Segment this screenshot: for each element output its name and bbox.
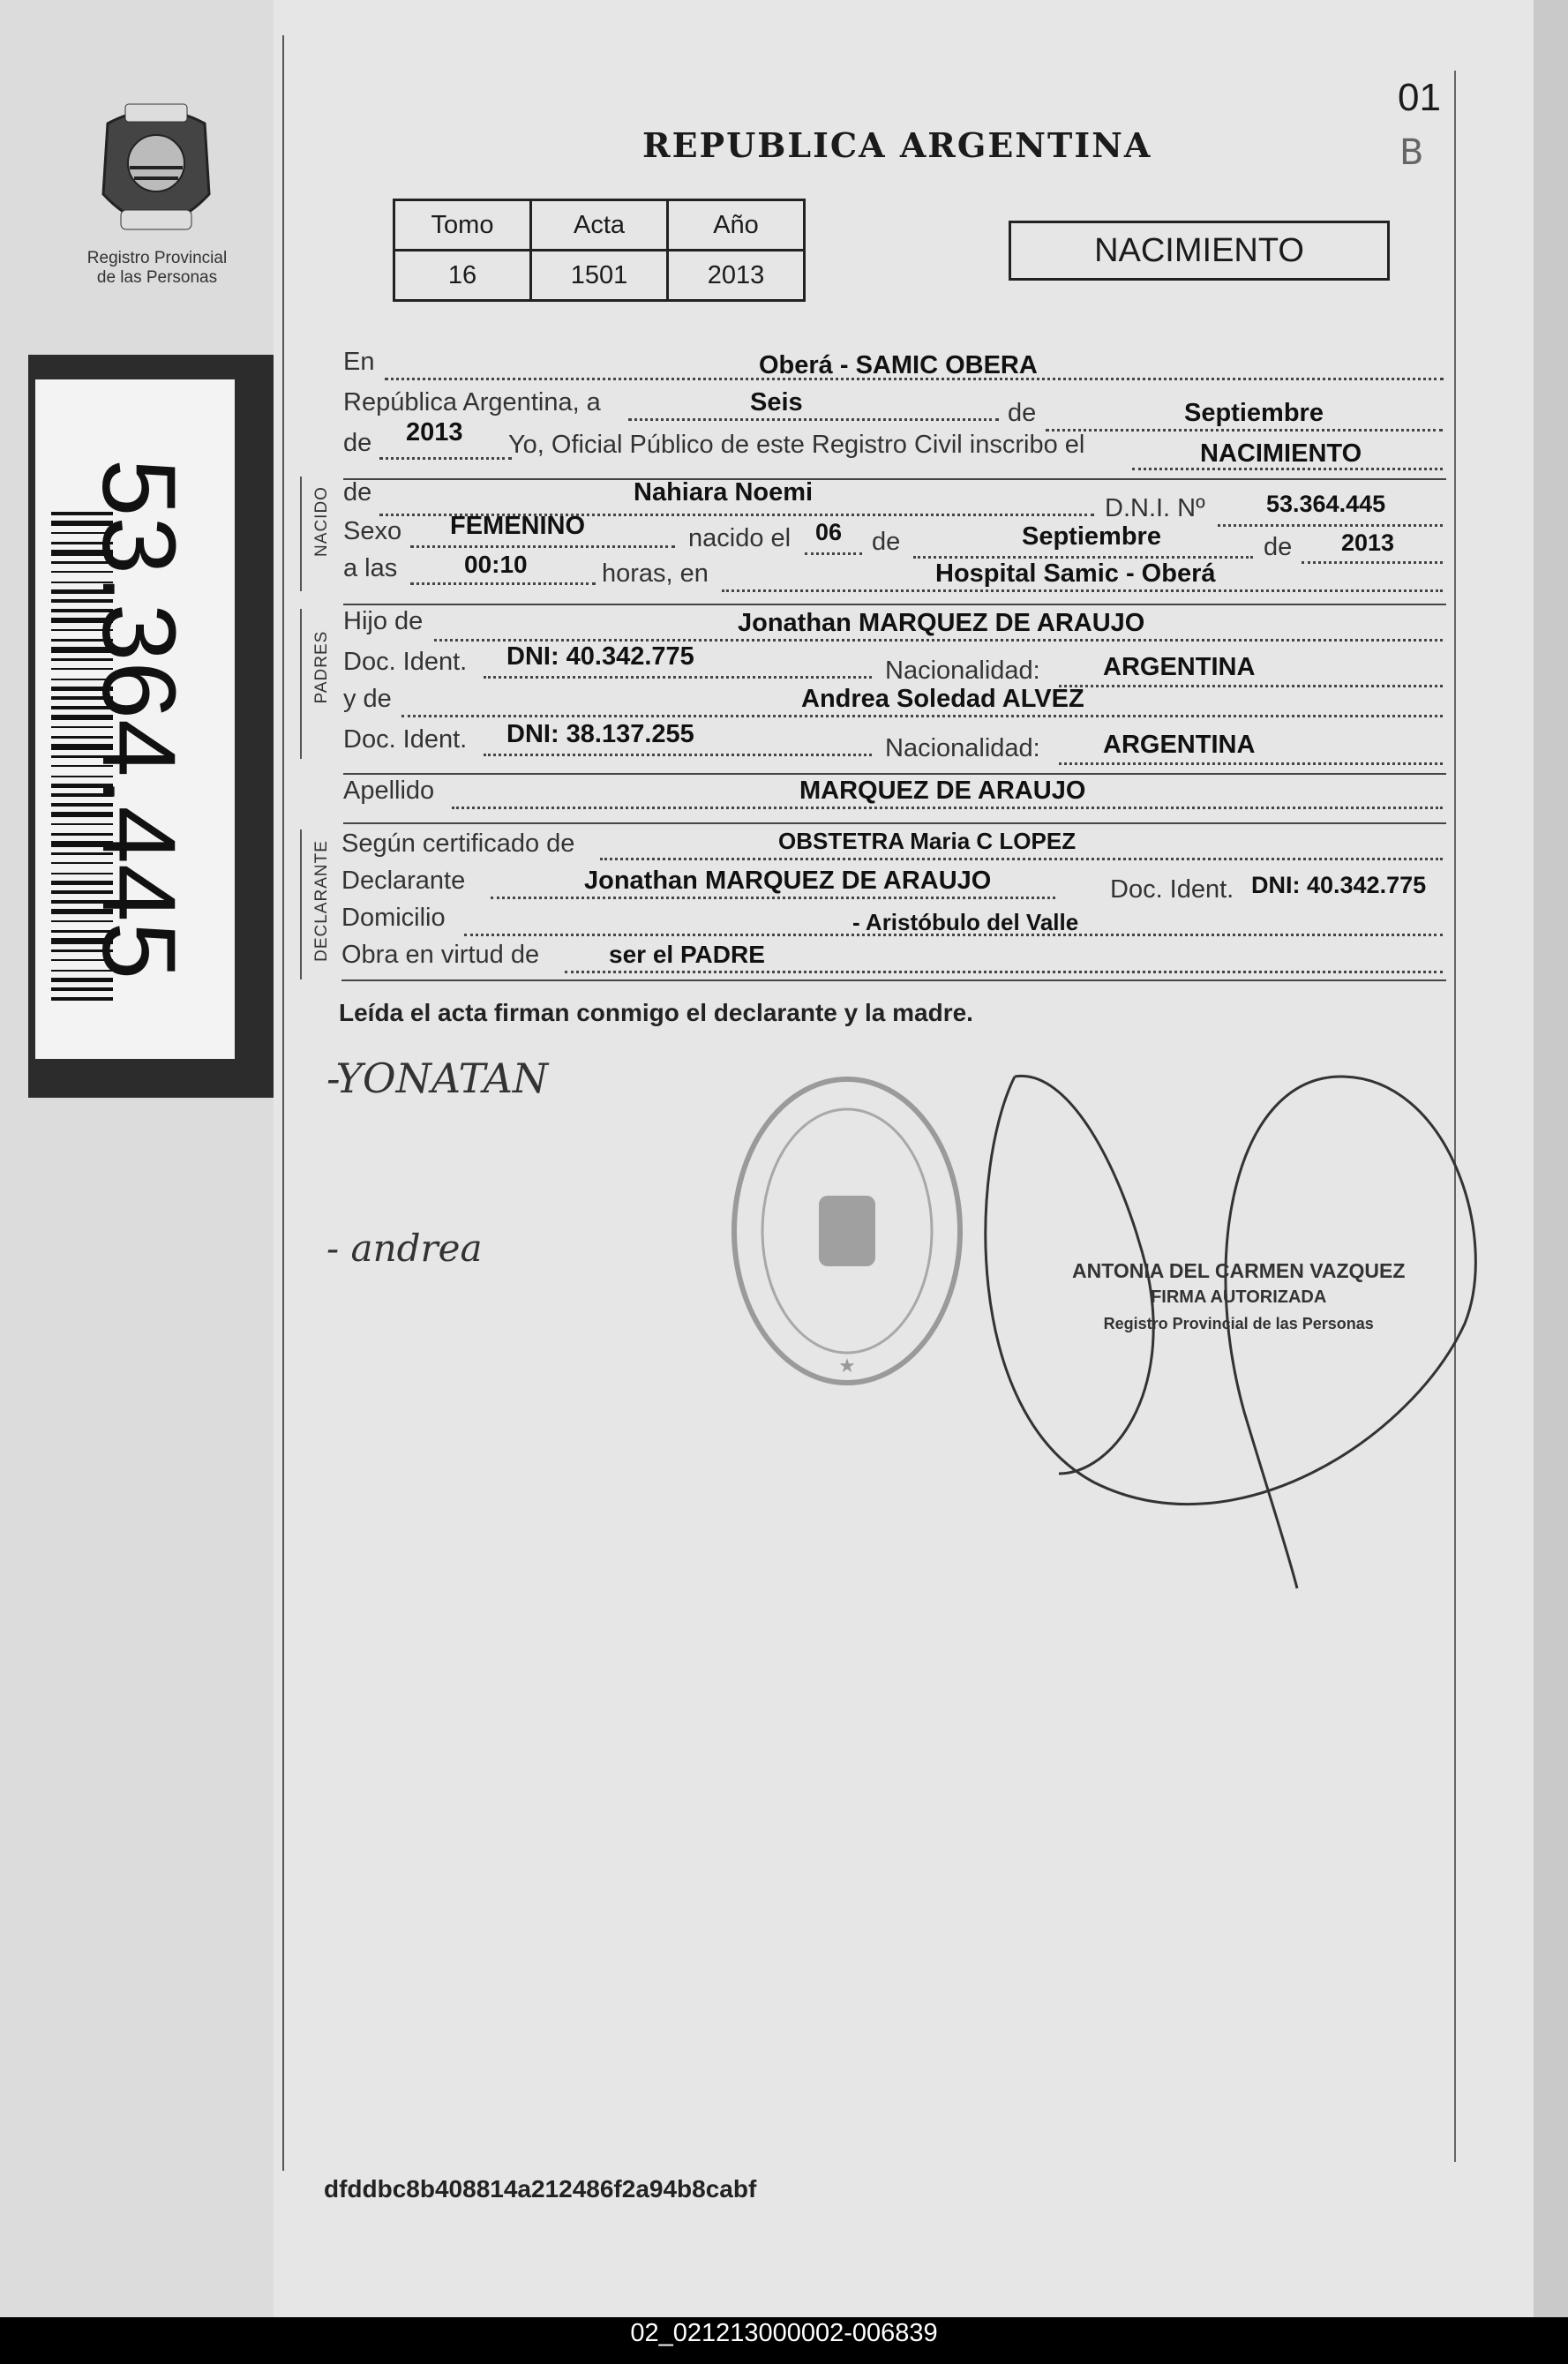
father-doc-label: Doc. Ident. bbox=[343, 648, 468, 676]
birth-place-value: Hospital Samic - Oberá bbox=[935, 559, 1216, 588]
reference-value-ano: 2013 bbox=[668, 251, 805, 301]
inscribe-text: Yo, Oficial Público de este Registro Civil inscribo el bbox=[508, 431, 1085, 459]
child-dni-value: 53.364.445 bbox=[1266, 491, 1386, 517]
father-doc-value: DNI: 40.342.775 bbox=[506, 642, 694, 671]
birth-month-value: Septiembre bbox=[1022, 522, 1161, 551]
birth-de-label-2: de bbox=[1264, 533, 1293, 561]
birth-place-line bbox=[722, 589, 1443, 592]
registry-name-line1: Registro Provincial bbox=[86, 249, 228, 267]
mother-doc-value: DNI: 38.137.255 bbox=[506, 720, 694, 748]
father-doc-line bbox=[484, 676, 872, 679]
surname-value: MARQUEZ DE ARAUJO bbox=[799, 777, 1086, 805]
declarant-signature: -YONATAN bbox=[326, 1054, 549, 1102]
mother-signature: - andrea bbox=[326, 1227, 483, 1270]
domicile-value: - Aristóbulo del Valle bbox=[852, 909, 1079, 935]
day-line bbox=[628, 418, 999, 421]
reference-table bbox=[393, 199, 806, 302]
section-bracket-padres bbox=[300, 609, 302, 759]
child-label: de bbox=[343, 478, 372, 507]
declarant-name-line bbox=[491, 897, 1055, 899]
divider bbox=[341, 979, 1446, 981]
divider bbox=[343, 773, 1446, 775]
birth-day-line bbox=[805, 552, 862, 555]
mother-doc-label: Doc. Ident. bbox=[343, 725, 468, 754]
year-value: 2013 bbox=[406, 418, 463, 447]
divider bbox=[343, 822, 1446, 824]
surname-label: Apellido bbox=[343, 777, 435, 805]
page-edge-shadow bbox=[1534, 0, 1568, 2317]
year-line bbox=[379, 457, 512, 460]
child-dni-line bbox=[1218, 524, 1443, 527]
reference-header-ano: Año bbox=[668, 200, 805, 251]
acts-as-line bbox=[565, 971, 1443, 973]
father-name-line bbox=[434, 639, 1443, 642]
republic-label: República Argentina, a bbox=[343, 388, 601, 417]
birth-de-label-1: de bbox=[872, 528, 901, 556]
month-line bbox=[1046, 429, 1443, 432]
place-value: Oberá - SAMIC OBERA bbox=[759, 351, 1038, 379]
sex-value: FEMENINO bbox=[450, 512, 586, 540]
official-name: ANTONIA DEL CARMEN VAZQUEZ bbox=[1072, 1259, 1406, 1282]
declarant-doc-value: DNI: 40.342.775 bbox=[1251, 872, 1427, 898]
mother-name-value: Andrea Soledad ALVEZ bbox=[801, 685, 1084, 713]
reference-header-acta: Acta bbox=[531, 200, 668, 251]
page-letter: B bbox=[1399, 132, 1424, 173]
certificate-label: Según certificado de bbox=[341, 829, 575, 858]
svg-text:★: ★ bbox=[838, 1355, 856, 1377]
left-border-line bbox=[282, 35, 284, 2171]
sex-label: Sexo bbox=[343, 517, 402, 545]
reference-header-row bbox=[394, 200, 805, 251]
section-bracket-nacido bbox=[300, 477, 302, 591]
child-name-value: Nahiara Noemi bbox=[634, 478, 814, 507]
declarant-label: Declarante bbox=[341, 867, 466, 895]
registry-name-line2: de las Personas bbox=[96, 268, 218, 287]
place-label: En bbox=[343, 348, 375, 376]
certificate-line bbox=[600, 858, 1443, 860]
certificate-value: OBSTETRA Maria C LOPEZ bbox=[778, 828, 1077, 854]
section-label-declarante: DECLARANTE bbox=[312, 840, 331, 962]
mother-name-line bbox=[401, 715, 1443, 717]
official-office: Registro Provincial de las Personas bbox=[1103, 1315, 1374, 1332]
acts-as-label: Obra en virtud de bbox=[341, 941, 540, 969]
acts-as-value: ser el PADRE bbox=[609, 941, 765, 968]
registry-name bbox=[69, 249, 245, 288]
registry-seal bbox=[724, 1063, 971, 1399]
time-label: a las bbox=[343, 554, 398, 582]
father-nationality-value: ARGENTINA bbox=[1103, 653, 1256, 681]
mother-label: y de bbox=[343, 685, 392, 713]
declarant-doc-label: Doc. Ident. bbox=[1110, 875, 1234, 904]
month-de-label: de bbox=[1008, 399, 1037, 427]
mother-nationality-value: ARGENTINA bbox=[1103, 731, 1256, 759]
father-nationality-label: Nacionalidad: bbox=[885, 657, 1040, 685]
section-label-nacido: NACIDO bbox=[312, 486, 331, 557]
reference-value-row bbox=[394, 251, 805, 301]
section-label-padres: PADRES bbox=[312, 630, 331, 704]
official-signature bbox=[953, 1059, 1482, 1606]
birth-day-value: 06 bbox=[815, 519, 843, 545]
day-value: Seis bbox=[750, 388, 803, 417]
declarant-name-value: Jonathan MARQUEZ DE ARAUJO bbox=[584, 867, 992, 895]
father-name-value: Jonathan MARQUEZ DE ARAUJO bbox=[738, 609, 1145, 637]
father-nationality-line bbox=[1059, 685, 1443, 687]
mother-nationality-label: Nacionalidad: bbox=[885, 734, 1040, 762]
divider bbox=[343, 604, 1446, 605]
document-title: REPUBLICA ARGENTINA bbox=[642, 125, 1152, 165]
document-hash: dfddbc8b408814a212486f2a94b8cabf bbox=[324, 2175, 757, 2203]
sex-line bbox=[410, 545, 675, 548]
province-emblem-icon bbox=[90, 97, 222, 247]
child-dni-label: D.N.I. Nº bbox=[1105, 494, 1205, 522]
month-value: Septiembre bbox=[1184, 399, 1324, 427]
time-line bbox=[410, 582, 596, 585]
mother-doc-line bbox=[484, 754, 872, 756]
born-label: nacido el bbox=[688, 524, 792, 552]
section-bracket-declarante bbox=[300, 829, 302, 979]
barcode-number: 53.364.445 bbox=[80, 458, 197, 980]
birth-time-value: 00:10 bbox=[464, 551, 528, 578]
divider bbox=[343, 478, 1446, 480]
scan-identifier: 02_021213000002-006839 bbox=[630, 2319, 938, 2347]
record-type-box: NACIMIENTO bbox=[1009, 221, 1390, 281]
reference-header-tomo: Tomo bbox=[394, 200, 531, 251]
mother-nationality-line bbox=[1059, 762, 1443, 765]
father-label: Hijo de bbox=[343, 607, 424, 635]
hours-label: horas, en bbox=[602, 559, 709, 588]
reference-value-acta: 1501 bbox=[531, 251, 668, 301]
page-number: 01 bbox=[1398, 76, 1441, 119]
reference-value-tomo: 16 bbox=[394, 251, 531, 301]
official-role: FIRMA AUTORIZADA bbox=[1151, 1287, 1327, 1307]
closing-statement: Leída el acta firman conmigo el declarante y la madre. bbox=[339, 999, 973, 1026]
left-margin-strip bbox=[0, 0, 274, 2317]
year-prefix-label: de bbox=[343, 429, 372, 457]
birth-year-line bbox=[1302, 561, 1443, 564]
domicile-label: Domicilio bbox=[341, 904, 446, 932]
birth-month-line bbox=[913, 556, 1253, 559]
surname-line bbox=[452, 807, 1443, 809]
event-value: NACIMIENTO bbox=[1200, 439, 1362, 468]
birth-year-value: 2013 bbox=[1341, 529, 1395, 556]
